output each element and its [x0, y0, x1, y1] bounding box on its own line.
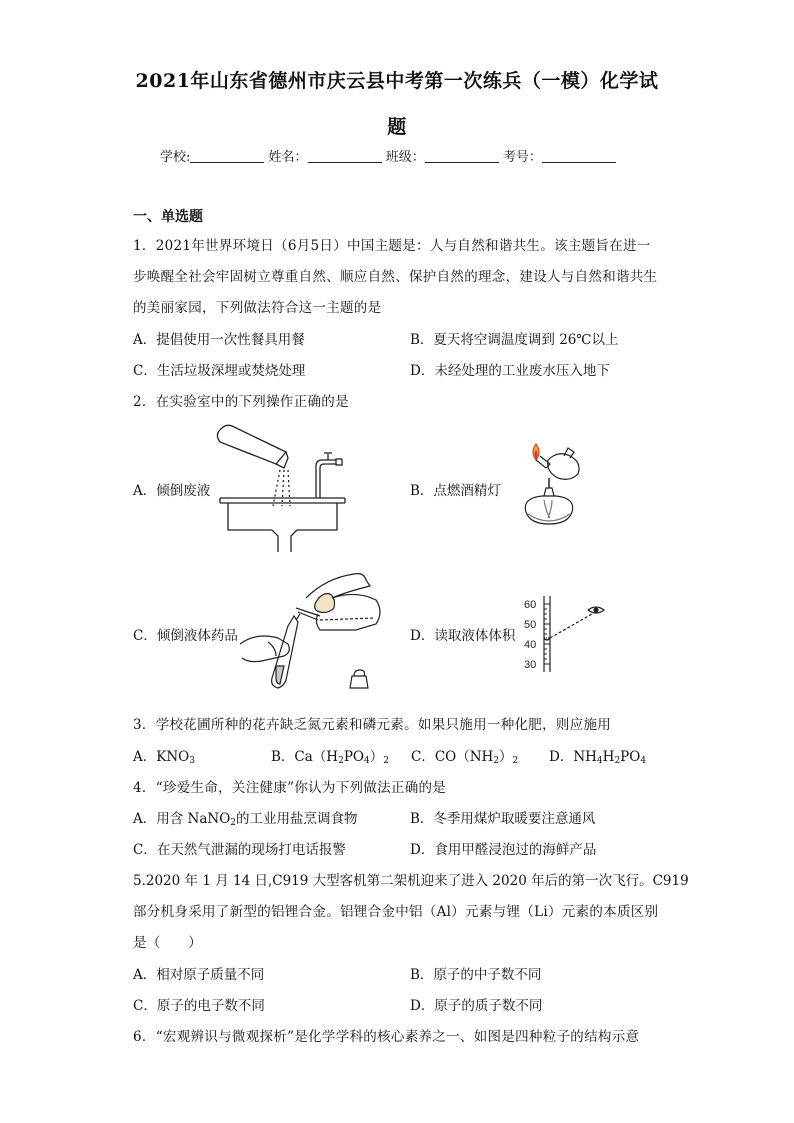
- pour-liquid-reagent-figure: [236, 568, 386, 694]
- q4-option-d: D．食用甲醛浸泡过的海鲜产品: [410, 842, 597, 858]
- q1-stem-line3: 的美丽家园，下列做法符合这一主题的是: [133, 300, 382, 316]
- q5-option-b: B．原子的中子数不同: [410, 967, 542, 983]
- q3-option-c: C．$CO(NH_2)_2$: [411, 749, 519, 766]
- q1-option-b: B．夏天将空调温度调到 26℃以上: [410, 332, 619, 348]
- q2-option-b: B．点燃酒精灯: [410, 483, 501, 499]
- q4-stem: 4．“珍爱生命，关注健康”你认为下列做法正确的是: [133, 780, 447, 796]
- cylinder-tick-30: 30: [524, 659, 537, 671]
- cylinder-tick-60: 60: [524, 599, 537, 611]
- class-blank: [425, 148, 499, 163]
- q4-option-b: B．冬季用煤炉取暖要注意通风: [410, 811, 596, 827]
- light-alcohol-lamp-figure: [506, 438, 606, 534]
- q5-stem-line3: 是（ ）: [133, 935, 202, 951]
- q3-option-d: D．$NH_4H_2PO_4$: [549, 749, 647, 766]
- q2-option-d: D．读取液体体积: [410, 628, 516, 644]
- q2-stem: 2．在实验室中的下列操作正确的是: [133, 394, 349, 410]
- q2-option-c: C．倾倒液体药品: [133, 628, 238, 644]
- q5-option-c: C．原子的电子数不同: [133, 998, 265, 1014]
- class-label: 班级：: [385, 150, 425, 165]
- q5-option-a: A．相对原子质量不同: [133, 967, 265, 983]
- q3-stem: 3．学校花圃所种的花卉缺乏氮元素和磷元素。如果只施用一种化肥，则应施用: [133, 717, 612, 733]
- q3-option-b: B．$Ca(H_2PO_4)_2$: [271, 749, 389, 766]
- cylinder-tick-40: 40: [524, 639, 537, 651]
- q1-option-d: D．未经处理的工业废水压入地下: [410, 363, 610, 379]
- q2-option-a: A．倾倒废液: [133, 483, 211, 499]
- school-label: 学校:: [160, 150, 191, 165]
- q4-option-a: A．用含 NaNO$_2$的工业用盐烹调食物: [133, 811, 358, 828]
- q1-stem-line2: 步唤醒全社会牢固树立尊重自然、顺应自然、保护自然的理念，建设人与自然和谐共生: [133, 269, 658, 285]
- q1-option-a: A．提倡使用一次性餐具用餐: [133, 332, 305, 348]
- student-info-row: [160, 146, 616, 165]
- q5-stem-line2: 部分机身采用了新型的铝锂合金。铝锂合金中铝（Al）元素与锂（Li）元素的本质区别: [133, 904, 659, 920]
- number-blank: [542, 148, 616, 163]
- cylinder-tick-50: 50: [524, 619, 537, 631]
- name-label: 姓名：: [268, 150, 308, 165]
- q3-option-a: A．$KNO_3$: [133, 749, 195, 766]
- pour-waste-liquid-figure: [210, 418, 350, 552]
- page-title: 2021年山东省德州市庆云县中考第一次练兵（一模）化学试: [135, 70, 659, 92]
- page-title-continued: 题: [387, 116, 407, 138]
- school-blank: [190, 148, 264, 163]
- section-heading: 一、单选题: [133, 209, 203, 225]
- name-blank: [308, 148, 382, 163]
- q6-stem-line1: 6．“宏观辨识与微观探析”是化学学科的核心素养之一、如图是四种粒子的结构示意: [133, 1029, 640, 1045]
- q4-option-c: C．在天然气泄漏的现场打电话报警: [133, 842, 346, 858]
- number-label: 考号：: [502, 150, 542, 165]
- q1-stem-line1: 1．2021年世界环境日（6月5日）中国主题是：人与自然和谐共生。该主题旨在进一: [133, 238, 651, 254]
- q1-option-c: C．生活垃圾深埋或焚烧处理: [133, 363, 306, 379]
- q5-option-d: D．原子的质子数不同: [410, 998, 543, 1014]
- q5-stem-line1: 5.2020 年 1 月 14 日,C919 大型客机第二架机迎来了进入 2020 年后的第一次飞行。C919: [133, 873, 689, 889]
- graduated-cylinder-figure: [520, 592, 614, 676]
